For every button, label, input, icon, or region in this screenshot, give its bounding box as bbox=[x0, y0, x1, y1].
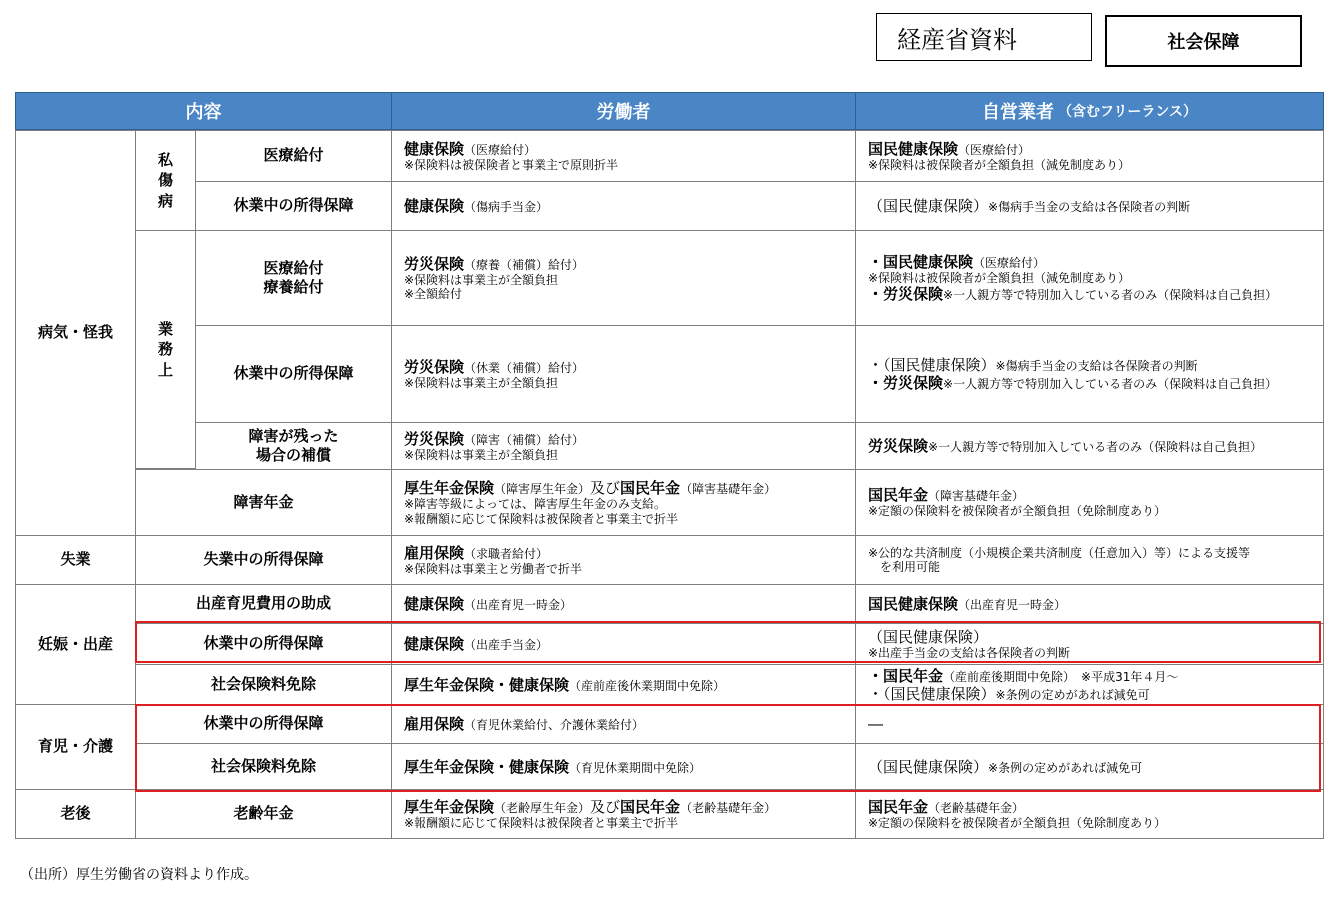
header-worker: 労働者 bbox=[391, 92, 856, 130]
row-label: 障害が残った 場合の補償 bbox=[195, 422, 392, 470]
social-security-table bbox=[15, 92, 1324, 839]
group-childcare: 育児・介護 bbox=[15, 704, 136, 790]
row-label: 老齢年金 bbox=[135, 789, 392, 839]
worker-cell: 労災保険（障害（補償）給付） ※保険料は事業主が全額負担 bbox=[391, 422, 856, 470]
worker-cell: 雇用保険（求職者給付） ※保険料は事業主と労働者で折半 bbox=[391, 535, 856, 585]
row-label: 休業中の所得保障 bbox=[135, 623, 392, 665]
group-old-age: 老後 bbox=[15, 789, 136, 839]
self-employed-cell: （国民健康保険）※傷病手当金の支給は各保険者の判断 bbox=[855, 181, 1324, 231]
header-self-employed bbox=[855, 92, 1324, 130]
highlight-maternity-income bbox=[135, 621, 1321, 663]
self-employed-cell: 国民健康保険（出産育児一時金） bbox=[855, 584, 1324, 624]
row-label: 休業中の所得保障 bbox=[195, 325, 392, 423]
self-employed-cell: 国民健康保険（医療給付） ※保険料は被保険者が全額負担（減免制度あり） bbox=[855, 130, 1324, 182]
subgroup-work-related: 業 務 上 bbox=[135, 230, 196, 469]
worker-cell: 健康保険（出産手当金） bbox=[391, 623, 856, 665]
worker-cell: 厚生年金保険（老齢厚生年金）及び国民年金（老齢基礎年金） ※報酬額に応じて保険料は被保険者と事業主で折半 bbox=[391, 789, 856, 839]
group-maternity: 妊娠・出産 bbox=[15, 584, 136, 705]
self-employed-cell: ・国民健康保険（医療給付） ※保険料は被保険者が全額負担（減免制度あり） ・労災保険※一人親方等で特別加入している者のみ（保険料は自己負担） bbox=[855, 230, 1324, 326]
worker-cell: 厚生年金保険・健康保険（産前産後休業期間中免除） bbox=[391, 664, 856, 705]
self-employed-cell: （国民健康保険）※条例の定めがあれば減免可 bbox=[855, 743, 1324, 790]
group-illness: 病気・怪我 bbox=[15, 130, 136, 536]
worker-cell: 雇用保険（育児休業給付、介護休業給付） bbox=[391, 704, 856, 744]
row-label: 休業中の所得保障 bbox=[135, 704, 392, 744]
self-employed-cell: 労災保険※一人親方等で特別加入している者のみ（保険料は自己負担） bbox=[855, 422, 1324, 470]
worker-cell: 健康保険（傷病手当金） bbox=[391, 181, 856, 231]
worker-cell: 労災保険（休業（補償）給付） ※保険料は事業主が全額負担 bbox=[391, 325, 856, 423]
self-employed-cell: （国民健康保険） ※出産手当金の支給は各保険者の判断 bbox=[855, 623, 1324, 665]
row-label: 障害年金 bbox=[135, 469, 392, 536]
self-employed-cell: ・（国民健康保険）※傷病手当金の支給は各保険者の判断 ・労災保険※一人親方等で特別加入している者のみ（保険料は自己負担） bbox=[855, 325, 1324, 423]
subgroup-private-injury: 私 傷 病 bbox=[135, 130, 196, 231]
row-label: 休業中の所得保障 bbox=[195, 181, 392, 231]
row-label: 医療給付 療養給付 bbox=[195, 230, 392, 326]
worker-cell: 厚生年金保険（障害厚生年金）及び国民年金（障害基礎年金） ※障害等級によっては、障害厚生年金のみ支給。 ※報酬額に応じて保険料は被保険者と事業主で折半 bbox=[391, 469, 856, 536]
header-content: 内容 bbox=[15, 92, 392, 130]
header-self-main: 自営業者 bbox=[981, 102, 1054, 123]
row-label: 失業中の所得保障 bbox=[135, 535, 392, 585]
row-label: 医療給付 bbox=[195, 130, 392, 182]
self-employed-cell: 国民年金（老齢基礎年金） ※定額の保険料を被保険者が全額負担（免除制度あり） bbox=[855, 789, 1324, 839]
worker-cell: 健康保険（医療給付） ※保険料は被保険者と事業主で原則折半 bbox=[391, 130, 856, 182]
worker-cell: 労災保険（療養（補償）給付） ※保険料は事業主が全額負担 ※全額給付 bbox=[391, 230, 856, 326]
group-unemployment: 失業 bbox=[15, 535, 136, 585]
source-note: （出所）厚生労働省の資料より作成。 bbox=[20, 867, 258, 883]
self-employed-cell: 国民年金（障害基礎年金） ※定額の保険料を被保険者が全額負担（免除制度あり） bbox=[855, 469, 1324, 536]
self-employed-cell: ※公的な共済制度（小規模企業共済制度（任意加入）等）による支援等 を利用可能 bbox=[855, 535, 1324, 585]
worker-cell: 健康保険（出産育児一時金） bbox=[391, 584, 856, 624]
worker-cell: 厚生年金保険・健康保険（育児休業期間中免除） bbox=[391, 743, 856, 790]
row-label: 社会保険料免除 bbox=[135, 743, 392, 790]
topic-tag: 社会保障 bbox=[1105, 15, 1302, 67]
highlight-childcare bbox=[135, 704, 1321, 792]
source-tag: 経産省資料 bbox=[876, 13, 1092, 61]
row-label: 出産育児費用の助成 bbox=[135, 584, 392, 624]
self-employed-cell: ・国民年金（産前産後期間中免除） ※平成31年４月～ ・（国民健康保険）※条例の定めがあれば減免可 bbox=[855, 664, 1324, 705]
header-self-sub: （含むフリーランス） bbox=[1057, 104, 1198, 120]
self-employed-cell: ― bbox=[855, 704, 1324, 744]
row-label: 社会保険料免除 bbox=[135, 664, 392, 705]
